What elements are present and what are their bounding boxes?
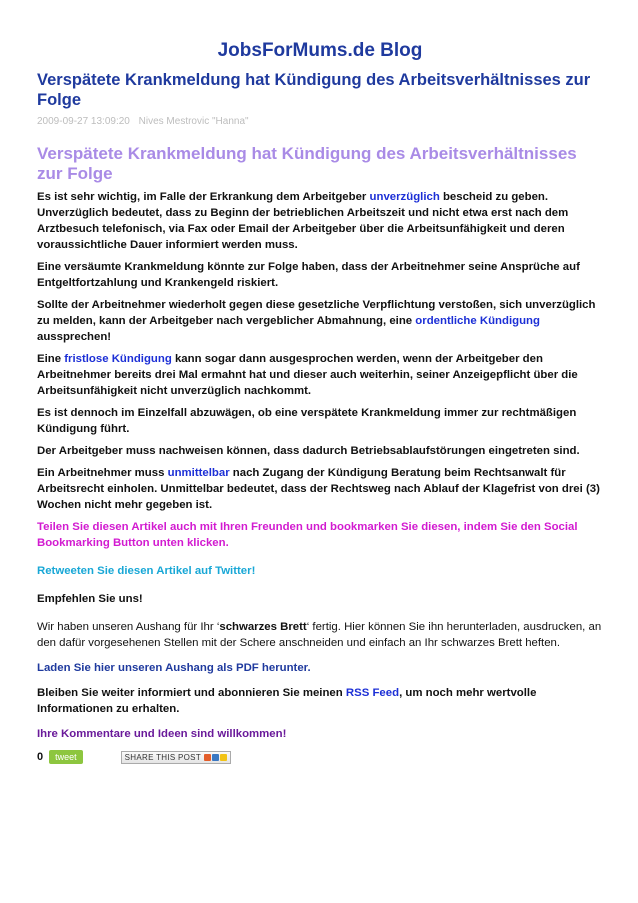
paragraph-4-text-a: Eine (37, 353, 65, 365)
recommend-heading: Empfehlen Sie uns! (37, 593, 143, 605)
retweet-link[interactable]: Retweeten Sie diesen Artikel auf Twitter! (37, 565, 256, 577)
link-unmittelbar[interactable]: unmittelbar (167, 467, 230, 479)
post-subtitle: Verspätete Krankmeldung hat Kündigung des Arbeitsverhältnisses zur Folge (37, 144, 577, 183)
aushang-paragraph (37, 619, 603, 651)
blog-title: JobsForMums.de Blog (217, 40, 423, 61)
paragraph-1-text-a: Es ist sehr wichtig, im Falle der Erkrankung dem Arbeitgeber (37, 191, 370, 203)
share-bar (37, 749, 603, 765)
paragraph-1 (37, 189, 603, 253)
paragraph-7 (37, 465, 603, 513)
paragraph-3-text-b: aussprechen! (37, 331, 112, 343)
paragraph-3-text-a: Sollte der Arbeitnehmer wiederholt gegen diese gesetzliche Verpflichtung verstoßen, sich unverzüglich zu melden, kann der Arbeitgeber nach vergeblicher Abmahnung, eine (37, 299, 596, 327)
paragraph-7-text-b: nach Zugang der Kündigung Beratung beim Rechtsanwalt für Arbeitsrecht einholen. Unmittelbar bedeutet, dass der Rechtsweg nach Ablauf der Klagefrist von drei (3) Wochen nicht mehr gegeben ist. (37, 467, 600, 511)
aushang-bold: schwarzes Brett (219, 621, 307, 633)
paragraph-2: Eine versäumte Krankmeldung könnte zur Folge haben, dass der Arbeitnehmer seine Ansprüche auf Entgeltfortzahlung und Krankengeld riskiert. (37, 261, 580, 289)
rss-text-a: Bleiben Sie weiter informiert und abonnieren Sie meinen (37, 687, 346, 699)
tweet-button[interactable]: tweet (49, 750, 83, 764)
pdf-download-link[interactable]: Laden Sie hier unseren Aushang als PDF herunter. (37, 662, 311, 674)
paragraph-4-text-b: kann sogar dann ausgesprochen werden, wenn der Arbeitgeber den Arbeitnehmer bereits drei Mal ermahnt hat und dieser auch weiterhin, seiner Anzeigepflicht über die Arbeitsunfähigkeit nicht unverzüglich nachkommt. (37, 353, 578, 397)
rss-feed-link[interactable]: RSS Feed (345, 687, 400, 699)
paragraph-5: Es ist dennoch im Einzelfall abzuwägen, ob eine verspätete Krankmeldung immer zur rechtmäßigen Kündigung führt. (37, 407, 577, 435)
share-this-post-label: SHARE THIS POST (124, 752, 202, 762)
post-title[interactable]: Verspätete Krankmeldung hat Kündigung des Arbeitsverhältnisses zur Folge (37, 71, 591, 109)
paragraph-4 (37, 351, 603, 399)
paragraph-6: Der Arbeitgeber muss nachweisen können, dass dadurch Betriebsablaufstörungen eingetreten sind. (37, 445, 580, 457)
rss-text-b: , um noch mehr wertvolle Informationen zu erhalten. (37, 687, 537, 715)
link-unverzueglich[interactable]: unverzüglich (369, 191, 440, 203)
bookmark-service-icon (212, 754, 219, 761)
link-fristlose-kuendigung[interactable]: fristlose Kündigung (64, 353, 172, 365)
link-ordentliche-kuendigung[interactable]: ordentliche Kündigung (415, 315, 540, 327)
share-invitation: Teilen Sie diesen Artikel auch mit Ihren Freunden und bookmarken Sie diesen, indem Sie den Social Bookmarking Button unten klicken. (37, 521, 578, 549)
post-date: 2009-09-27 13:09:20 (37, 116, 130, 127)
paragraph-1-text-b: bescheid zu geben. Unverzüglich bedeutet, dass zu Beginn der betrieblichen Arbeitszeit und nicht etwa erst nach dem Arztbesuch telefonisch, via Fax oder Email der Arbeitgeber über die Arbeitsunfähigkeit und deren voraussichtliche Dauer informiert werden muss. (37, 191, 569, 251)
paragraph-7-text-a: Ein Arbeitnehmer muss (37, 467, 168, 479)
tweet-count: 0 (37, 751, 44, 763)
comments-link[interactable]: Ihre Kommentare und Ideen sind willkommen! (37, 728, 287, 740)
aushang-text-a: Wir haben unseren Aushang für Ihr ‘ (37, 621, 220, 633)
rss-paragraph (37, 685, 603, 717)
paragraph-3 (37, 297, 603, 345)
share-this-post-button[interactable] (121, 751, 231, 764)
bookmark-service-icon (204, 754, 211, 761)
bookmark-service-icon (220, 754, 227, 761)
post-author[interactable]: Nives Mestrovic "Hanna" (138, 116, 249, 127)
aushang-text-b: ‘ fertig. Hier können Sie ihn herunterladen, ausdrucken, an den dafür vorgesehenen Stellen mit der Schere anschneiden und einfach an Ihr schwarzes Brett heften. (37, 621, 602, 649)
post-meta (37, 116, 603, 128)
page (37, 0, 603, 765)
